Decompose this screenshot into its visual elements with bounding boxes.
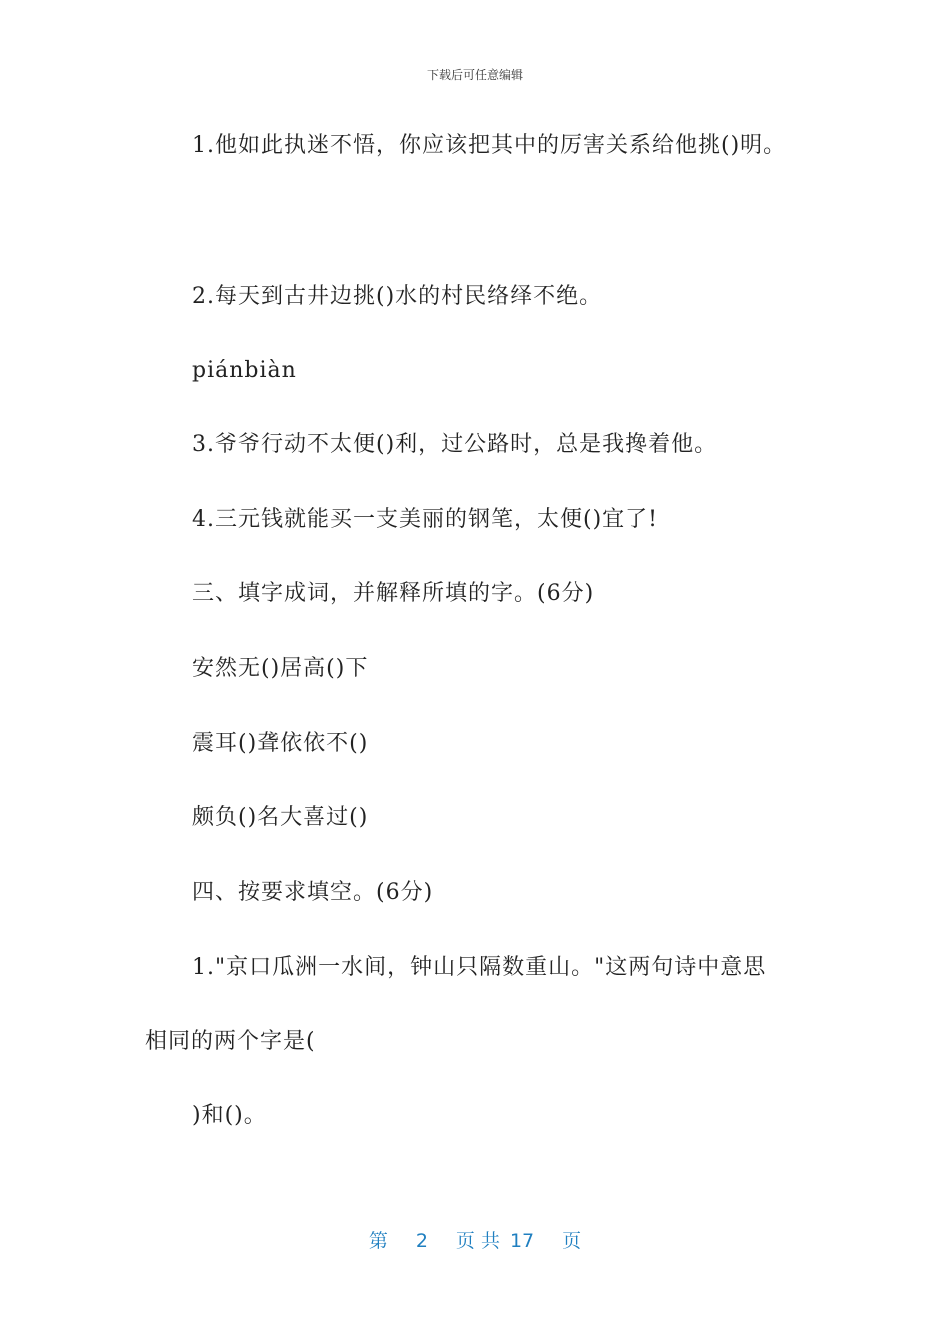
sentence-3: 3.爷爷行动不太便()利，过公路时，总是我搀着他。 — [192, 432, 718, 457]
sentence-4: 4.三元钱就能买一支美丽的钢笔，太便()宜了! — [192, 507, 658, 532]
footer-total-label: 页 共 — [455, 1230, 500, 1252]
footer-page-label: 第 — [368, 1230, 388, 1252]
pinyin-line: piánbiàn — [192, 358, 297, 383]
section-4-heading: 四、按要求填空。(6分) — [192, 880, 434, 905]
section-3-heading: 三、填字成词，并解释所填的字。(6分) — [192, 581, 595, 606]
footer-page-suffix: 页 — [562, 1230, 582, 1252]
question-1-line-3: )和()。 — [192, 1103, 267, 1128]
question-1-line-2: 相同的两个字是( — [145, 1029, 316, 1054]
question-1-line-1: 1."京口瓜洲一水间，钟山只隔数重山。"这两句诗中意思 — [192, 955, 767, 980]
idiom-row-1: 安然无()居高()下 — [192, 656, 369, 681]
page-footer — [0, 1226, 950, 1253]
page-header: 下载后可任意编辑 — [426, 68, 523, 82]
idiom-row-3: 颇负()名大喜过() — [192, 805, 369, 830]
sentence-2: 2.每天到古井边挑()水的村民络绎不绝。 — [192, 284, 603, 309]
footer-page-number: 2 — [415, 1230, 428, 1252]
sentence-1: 1.他如此执迷不悟，你应该把其中的厉害关系给他挑()明。 — [192, 133, 787, 158]
footer-total-pages: 17 — [509, 1230, 535, 1252]
idiom-row-2: 震耳()聋依依不() — [192, 731, 369, 756]
